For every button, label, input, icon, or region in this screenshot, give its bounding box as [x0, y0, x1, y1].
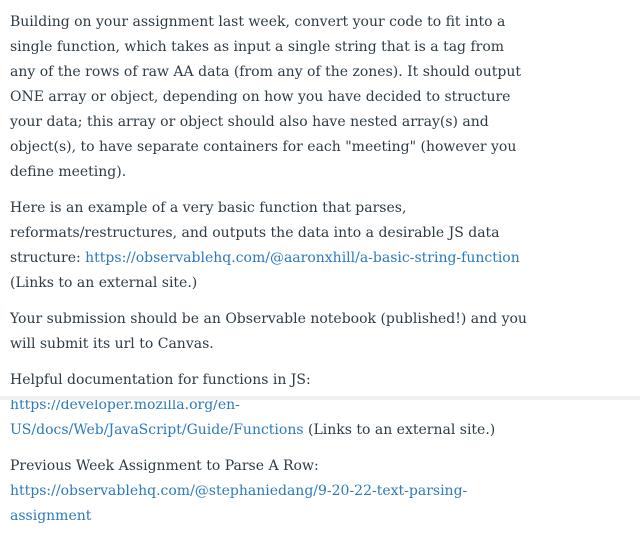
paragraph-previous-assignment — [10, 454, 530, 529]
mdn-functions-link[interactable]: https://developer.mozilla.org/en-US/docs/Web/JavaScript/Guide/Functions — [10, 397, 304, 438]
paragraph-submission: Your submission should be an Observable notebook (published!) and you will submit its url to Canvas. — [10, 307, 530, 357]
documentation-text: Helpful documentation for functions in JS: — [10, 372, 311, 388]
bottom-scroll-edge — [0, 396, 640, 400]
paragraph-documentation — [10, 368, 530, 443]
example-function-link[interactable]: https://observablehq.com/@aaronxhill/a-basic-string-function — [85, 250, 520, 266]
example-text: Here is an example of a very basic function that parses, reformats/restructures, and outputs the data into a desirable JS data structure: — [10, 200, 500, 266]
paragraph-instructions: Building on your assignment last week, convert your code to fit into a single function, which takes as input a single string that is a tag from any of the rows of raw AA data (from any of the zones). It should output ONE array or object, depending on how you have decided to structure your data; this array or object should also have nested array(s) and object(s), to have separate containers for each "meeting" (however you define meeting). — [10, 10, 530, 185]
paragraph-example — [10, 196, 530, 296]
previous-assignment-link[interactable]: https://observablehq.com/@stephaniedang/9-20-22-text-parsing-assignment — [10, 483, 467, 524]
external-link-note: (Links to an external site.) — [304, 422, 496, 438]
external-link-note: (Links to an external site.) — [10, 275, 197, 291]
previous-assignment-text: Previous Week Assignment to Parse A Row: — [10, 458, 319, 474]
assignment-description — [10, 10, 530, 540]
